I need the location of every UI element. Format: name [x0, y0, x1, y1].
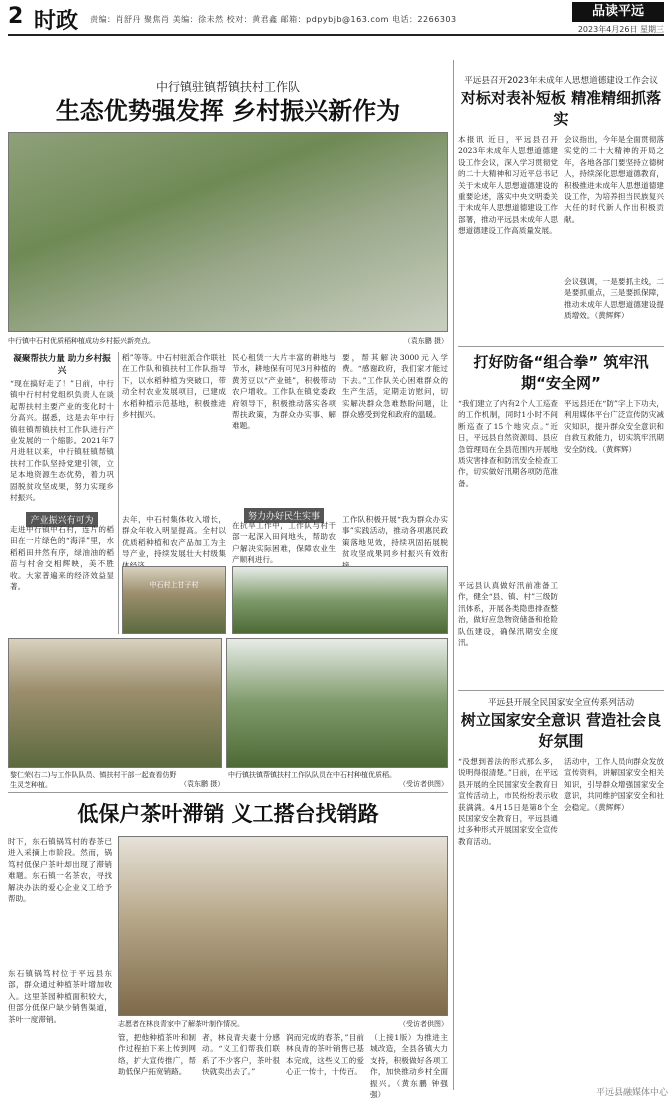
bottom-col3-text: 者，林良青夫妻十分感动。“义工们帮我们联系了不少客户，茶叶很快就卖出去了。” — [202, 1033, 280, 1077]
lead-col4-text2: 工作队积极开展“我为群众办实事”实践活动，推动各项惠民政策落地见效，持续巩固拓展脱贫攻坚成果同乡村振兴有效衔 — [342, 515, 448, 559]
lead-col2-text2: 去年，中石村集体收入增长，群众年收入明显提高。全村以优质稻种植和农产品加工为主导产业，持续发展壮大村级集 — [122, 515, 226, 559]
right3-kicker: 平远县开展全民国家安全宣传系列活动 — [487, 698, 635, 708]
lead-headline: 生态优势强发挥 乡村振兴新作为 — [55, 97, 401, 125]
photo3-credit: （受访者供图） — [399, 780, 448, 788]
bottom-photo-caption: 志愿者在林良青家中了解茶叶制作情况。 — [118, 1020, 244, 1028]
editor-credits: 责编：肖舒丹 聚焦肖 美编：徐未然 校对：黄君鑫 邮箱：pdpybjb@163.com 电话：2266303 — [90, 15, 457, 24]
newspaper-brand: 品读平远 — [572, 2, 664, 22]
masthead — [8, 0, 664, 36]
right1-kicker: 平远县召开2023年未成年人思想道德建设工作会议 — [464, 76, 658, 86]
right1-headline: 对标对表补短板 精准精细抓落实 — [460, 89, 662, 128]
lead-col1-text: “现在搞好走了！”日前，中行镇中行村村党组织负责人在谈起帮扶村主要产业的变化时十分高兴。据悉，这是去年中行镇驻镇帮镇扶村工作队进行产业发展的一个缩影。2021年7月进驻以来，中行镇驻镇帮镇扶村工作队坚持党建引领，立足本地资源生态优势，着力巩固脱贫攻坚成果，努力实现乡村振兴。 — [10, 379, 114, 503]
bottom-headline: 低保户茶叶滞销 义工搭台找销路 — [77, 802, 379, 826]
lead-photo-rice-small — [232, 566, 448, 634]
article-divider — [458, 690, 664, 691]
bottom-col5-text: （上接1版）为推进主城改造，全县各镇大力支持，积极做好各项工作，加快推动乡村全面振兴。（黄东鹏 钟强强） — [370, 1033, 448, 1100]
page-number: 2 — [8, 4, 24, 29]
right3-col2-text: 活动中，工作人员向群众发放宣传资料，讲解国家安全相关知识，引导群众增强国家安全意识，共同维护国家安全和社会稳定。（黄辉辉） — [564, 757, 664, 812]
lead-col2-text: 稻”等等。中石村驻派合作联社在工作队和镇扶村工作队指导下，以水稻种植为突破口，带动全村农业发展项目，已建成水稻种植示范基地，积极推进乡村振兴。 — [122, 353, 226, 420]
right2-col1-text2: 平远县认真做好汛前准备工作，健全“县、镇、村”三级防汛体系，开展各类隐患排查整治，做好应急物资储备和抢险队伍建设，确保汛期安全度汛。 — [458, 581, 558, 648]
issue-date: 2023年4月26日 星期三 — [577, 25, 664, 34]
page-divider — [453, 60, 454, 1090]
lead-photo-planting — [226, 638, 448, 768]
bottom-col4-text: 润而完成的春茶，”目前林良青的茶叶销售已基本完成，这些义工的爱心正一传十，十传百。 — [286, 1033, 364, 1077]
right3-col1-text: “没想到普法的形式那么多，说明得很清楚。”日前，在平远县开展的全民国家安全教育日宣传活动上，市民纷纷表示收获满满。4月15日是第8个全民国家安全教育日，平远县通过多种形式开展国家安全宣传教育活动。 — [458, 757, 558, 846]
watermark: 平远县融媒体中心 — [595, 1088, 668, 1098]
lead-photo-credit: （袁东鹏 摄） — [403, 337, 448, 345]
lead-col1-text2: 走进中行镇中石村，连片的稻田在一片绿色的“海洋”里，水稻稻田井然有序，绿油油的稻苗与村舍交相辉映，美不胜收。大家普遍来的经济效益显著。 — [10, 525, 114, 592]
right1-col2-text: 会议指出，今年是全面贯彻落实党的二十大精神的开局之年，各地各部门要坚持立德树人，持续深化思想道德教育，积极推进未成年人思想道德建设工作，为培养担当民族复兴大任的时代新人作出积极贡献。 — [564, 135, 664, 224]
bottom-col1-text: 时下，东石镇锅笃村的春茶已进入采摘上市阶段。然而，锅笃村低保户茶叶却出现了滞销难题。东石镇一名茶农，寻找解决办法的爱心企业义工给予帮助。 — [8, 837, 112, 904]
lead-col1-subhead: 产业振兴有可为 — [26, 512, 97, 527]
lead-col3-subhead: 努力办好民生实事 — [244, 508, 324, 523]
right1-col2-text2: 会议强调，一是要抓主线，二是要抓重点，三是要抓保障，推动未成年人思想道德建设提质增效。（黄辉辉） — [564, 277, 664, 321]
lead-photo-people-small — [122, 566, 226, 634]
lead-col4-text: 要，帮其解决3000元入学费。“感谢政府，我们家才能过下去。”工作队关心困难群众的生产生活，定期走访慰问，切实解决群众急难愁盼问题，让群众感受到党和政府的温暖。 — [342, 353, 448, 420]
lead-photo — [8, 132, 448, 332]
photo3-label: 中石村上甘子村 — [149, 581, 199, 589]
right2-col2-text: 平远县还在“防”字上下功夫，利用媒体平台广泛宣传防灾减灾知识，提升群众安全意识和自救互救能力，切实筑牢汛期安全防线。（黄辉辉） — [564, 399, 664, 454]
photo3-caption: 中行镇扶镇帮镇扶村工作队队员在中石村种植优质稻。 — [228, 771, 396, 779]
photo2-caption: 黎仁荣(右二)与工作队队员、镇扶村干部一起查看仿野生灵芝种植。 — [10, 771, 177, 789]
right1-col1-text: 本报讯 近日，平远县召开2023年未成年人思想道德建设工作会议，深入学习贯彻党的二十大精神和习近平总书记关于未成年人思想道德建设的重要论述，落实中央文明委关于未成年人思想道德建设工作部署，推动平远县未成年人思想道德建设工作高质量发展。 — [458, 135, 558, 236]
right2-col1-text: “我们建立了内有2个人工巡查的工作机制，同时1小时不间断巡查了15个地灾点。”近日，平远县自然资源局、县应急管理局在全县范围内开展地质灾害排查和防汛安全检查工作，切实做好汛期各项防范准备。 — [458, 399, 558, 488]
right3-headline: 树立国家安全意识 营造社会良好氛围 — [460, 711, 662, 750]
article-divider — [458, 346, 664, 347]
lead-photo-caption: 中行镇中石村优质稻种植成功乡村振兴新亮点。 — [8, 337, 155, 345]
bottom-col1-text2: 东石镇锅笃村位于平远县东部，群众通过种植茶叶增加收入。这里茶园种植面积较大，但部分低保户缺少销售渠道，茶叶一度滞销。 — [8, 969, 112, 1024]
article-divider — [8, 792, 448, 793]
column-divider — [118, 352, 119, 634]
section-name: 时政 — [34, 9, 79, 34]
bottom-photo — [118, 836, 448, 1016]
lead-col3-text2: 在抗旱工作中，工作队与村干部一起深入田间地头，帮助农户解决实际困难，保障农业生产顺利进行。 — [232, 521, 336, 565]
lead-side-kicker: 凝聚帮扶力量 助力乡村振兴 — [13, 354, 111, 376]
bottom-photo-credit: （受访者供图） — [399, 1020, 448, 1028]
right2-headline: 打好防备“组合拳” 筑牢汛期“安全网” — [473, 353, 649, 392]
bottom-col2-text: 管，把他种植茶叶和制作过程拍下来上传到网络，扩大宣传推广，帮助低保户拓宽销路。 — [118, 1033, 196, 1077]
photo2-credit: （袁东鹏 摄） — [180, 780, 225, 788]
lead-kicker: 中行镇驻镇帮镇扶村工作队 — [155, 80, 300, 94]
lead-photo-lingzhi — [8, 638, 222, 768]
lead-col3-text: 民心租赁一大片丰富的耕地与节水，耕地保有可见3月种植的黄芳豆以“产业链”，积极带动农户增收。工作队在镇党委政府领导下，积极推动落实各项帮扶政策，为群众办实事、解难题。 — [232, 353, 336, 431]
